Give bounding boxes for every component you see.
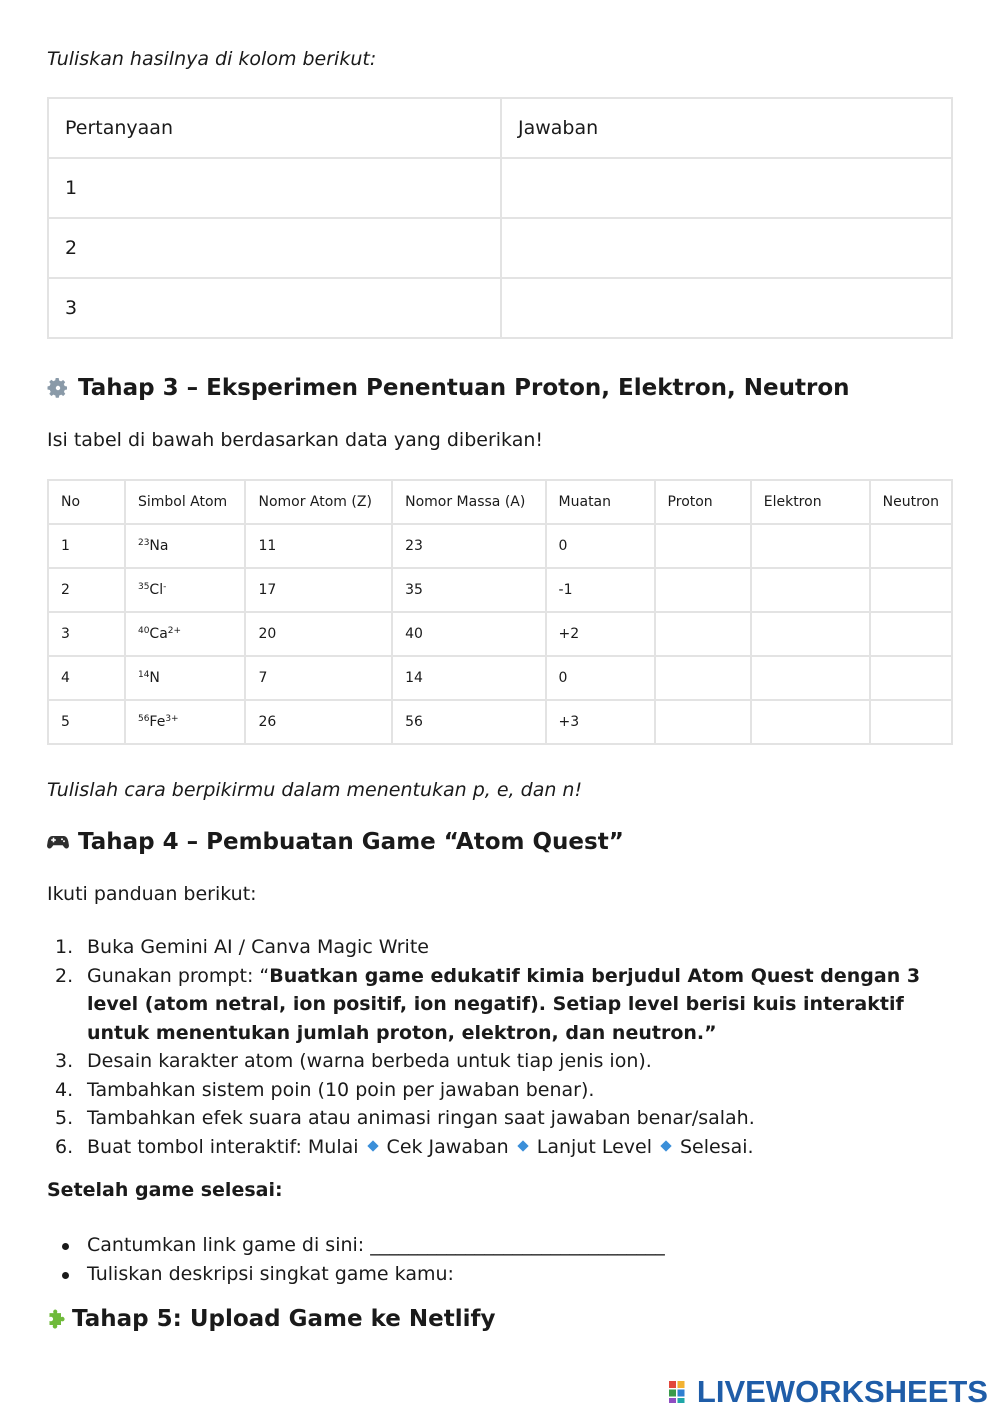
list-item: 6. Buat tombol interaktif: Mulai Cek Jawaban Lanjut Level Selesai. — [55, 1135, 754, 1158]
qa-answer-cell[interactable] — [501, 218, 952, 278]
cell-proton-input[interactable] — [655, 612, 751, 656]
diamond-icon — [517, 1140, 528, 1151]
cell-z: 11 — [245, 524, 392, 568]
header-proton: Proton — [655, 480, 751, 524]
header-nomor-atom: Nomor Atom (Z) — [245, 480, 392, 524]
cell-muatan: +2 — [546, 612, 655, 656]
qa-header-answer: Jawaban — [501, 98, 952, 158]
intro-text: Tuliskan hasilnya di kolom berikut: — [47, 48, 377, 70]
table-row — [48, 278, 952, 338]
header-nomor-massa: Nomor Massa (A) — [392, 480, 545, 524]
table-row — [48, 612, 952, 656]
cell-a: 56 — [392, 700, 545, 744]
cell-z: 7 — [245, 656, 392, 700]
qa-answer-cell[interactable] — [501, 278, 952, 338]
cell-simbol: $^{14}$N — [125, 656, 246, 700]
diamond-icon — [660, 1140, 671, 1151]
cell-elektron-input[interactable] — [751, 700, 870, 744]
header-no: No — [48, 480, 125, 524]
cell-no: 5 — [48, 700, 125, 744]
header-simbol: Simbol Atom — [125, 480, 246, 524]
cell-neutron-input[interactable] — [870, 612, 952, 656]
logo-mark-icon — [668, 1379, 694, 1405]
cell-simbol: $^{40}Ca^{2+}$ — [125, 612, 246, 656]
list-item: 1. Buka Gemini AI / Canva Magic Write — [55, 936, 429, 958]
logo-text: LIVEWORKSHEETS — [696, 1374, 988, 1409]
gear-icon — [46, 376, 70, 400]
qa-answer-cell[interactable] — [501, 158, 952, 218]
cell-neutron-input[interactable] — [870, 700, 952, 744]
cell-proton-input[interactable] — [655, 656, 751, 700]
tahap4-title: Tahap 4 – Pembuatan Game “Atom Quest” — [78, 829, 624, 855]
cell-neutron-input[interactable] — [870, 524, 952, 568]
cell-z: 20 — [245, 612, 392, 656]
table-row — [48, 98, 952, 158]
cell-elektron-input[interactable] — [751, 524, 870, 568]
table-row — [48, 218, 952, 278]
list-item: 5. Tambahkan efek suara atau animasi ringan saat jawaban benar/salah. — [55, 1107, 755, 1129]
qa-header-question: Pertanyaan — [48, 98, 501, 158]
list-item[interactable]: Tuliskan deskripsi singkat game kamu: — [47, 1260, 665, 1289]
cell-a: 35 — [392, 568, 545, 612]
tahap3-instruction: Isi tabel di bawah berdasarkan data yang diberikan! — [47, 429, 544, 451]
cell-a: 40 — [392, 612, 545, 656]
cell-a: 23 — [392, 524, 545, 568]
cell-a: 14 — [392, 656, 545, 700]
qa-table — [47, 97, 953, 339]
cell-muatan: 0 — [546, 656, 655, 700]
cell-no: 2 — [48, 568, 125, 612]
atom-table — [47, 479, 953, 745]
cell-z: 26 — [245, 700, 392, 744]
cell-simbol: $^{23}$Na — [125, 524, 246, 568]
table-row — [48, 158, 952, 218]
table-row — [48, 656, 952, 700]
cell-neutron-input[interactable] — [870, 568, 952, 612]
cell-muatan: 0 — [546, 524, 655, 568]
tahap4-intro: Ikuti panduan berikut: — [47, 883, 257, 905]
after-game-list — [47, 1231, 665, 1289]
cell-proton-input[interactable] — [655, 700, 751, 744]
cell-no: 1 — [48, 524, 125, 568]
header-neutron: Neutron — [870, 480, 952, 524]
cell-simbol: $^{56}Fe^{3+}$ — [125, 700, 246, 744]
cell-no: 3 — [48, 612, 125, 656]
cell-simbol: $^{35}$Cl- — [125, 568, 246, 612]
tahap5-heading — [46, 1306, 496, 1332]
list-item[interactable]: Cantumkan link game di sini: _______________________________ — [47, 1231, 665, 1260]
table-row — [48, 480, 952, 524]
prompt-text: Buatkan game edukatif kimia berjudul Atom Quest dengan 3 level (atom netral, ion positif, ion negatif). Setiap level berisi kuis interaktif untuk menentukan jumlah proton, elektron, dan neutron.” — [87, 964, 921, 1044]
header-muatan: Muatan — [546, 480, 655, 524]
cell-elektron-input[interactable] — [751, 612, 870, 656]
tahap4-heading — [46, 829, 624, 855]
tahap3-note: Tulislah cara berpikirmu dalam menentukan p, e, dan n! — [47, 779, 583, 801]
after-game-title: Setelah game selesai: — [47, 1179, 283, 1201]
list-item: 3. Desain karakter atom (warna berbeda untuk tiap jenis ion). — [55, 1050, 652, 1072]
gamepad-icon — [46, 830, 70, 854]
cell-muatan: +3 — [546, 700, 655, 744]
cell-neutron-input[interactable] — [870, 656, 952, 700]
liveworksheets-logo — [668, 1374, 988, 1410]
qa-question-cell: 2 — [48, 218, 501, 278]
list-item: 2. Gunakan prompt: “Buatkan game edukatif kimia berjudul Atom Quest dengan 3 level (atom netral, ion positif, ion negatif). Setiap level berisi kuis interaktif untuk menentukan jumlah proton, elektron, dan neutron.” — [55, 964, 921, 1044]
diamond-icon — [367, 1140, 378, 1151]
cell-no: 4 — [48, 656, 125, 700]
qa-question-cell: 3 — [48, 278, 501, 338]
table-row — [48, 700, 952, 744]
table-row — [48, 568, 952, 612]
qa-question-cell: 1 — [48, 158, 501, 218]
cell-z: 17 — [245, 568, 392, 612]
puzzle-icon — [46, 1307, 70, 1331]
tahap3-heading — [46, 375, 850, 401]
cell-proton-input[interactable] — [655, 524, 751, 568]
cell-elektron-input[interactable] — [751, 568, 870, 612]
list-item: 4. Tambahkan sistem poin (10 poin per jawaban benar). — [55, 1078, 595, 1101]
tahap5-title: Tahap 5: Upload Game ke Netlify — [72, 1306, 496, 1332]
cell-elektron-input[interactable] — [751, 656, 870, 700]
steps-list — [47, 933, 947, 1161]
cell-muatan: -1 — [546, 568, 655, 612]
table-row — [48, 524, 952, 568]
header-elektron: Elektron — [751, 480, 870, 524]
cell-proton-input[interactable] — [655, 568, 751, 612]
tahap3-title: Tahap 3 – Eksperimen Penentuan Proton, Elektron, Neutron — [78, 375, 850, 401]
